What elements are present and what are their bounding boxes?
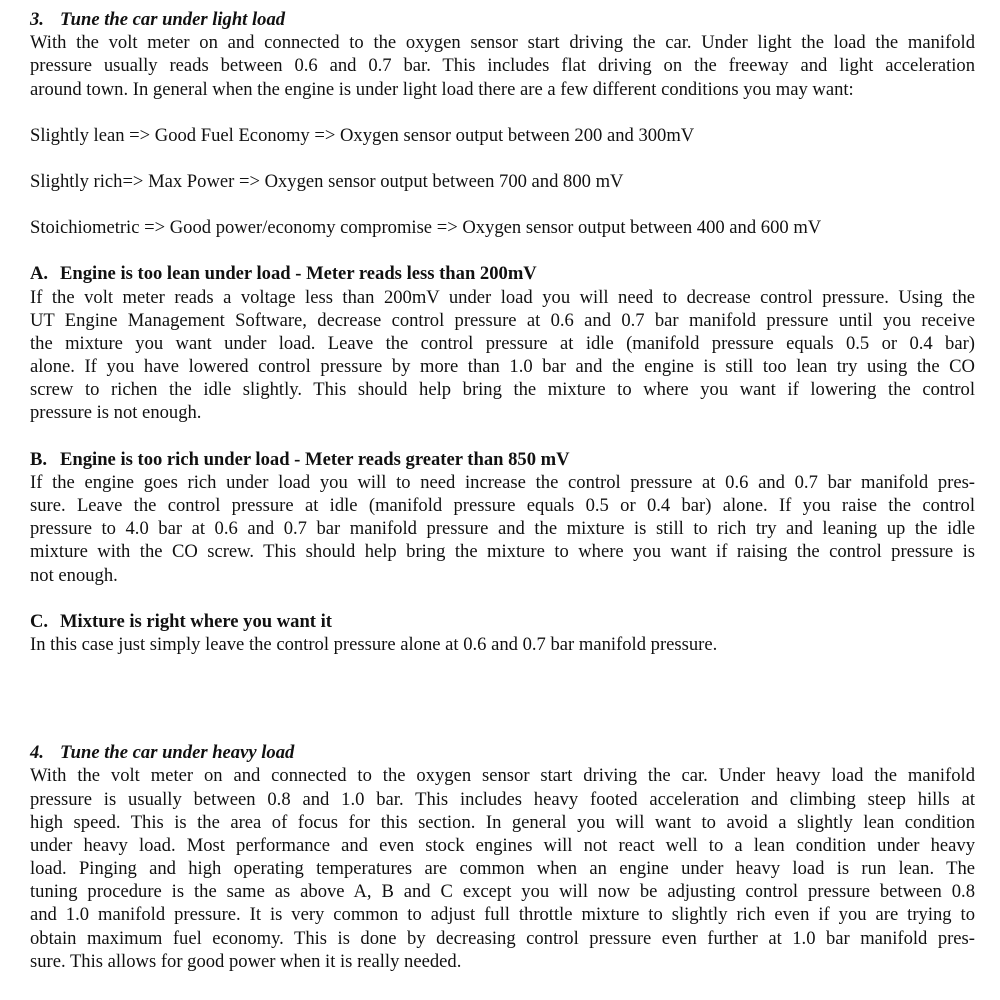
paragraph-line: pressure usually reads between 0.6 and 0.7 bar. This includes flat driving on the freeway and light acceleration (30, 55, 975, 77)
paragraph-line: mixture with the CO screw. This should help bring the mixture to where you want if raising the control pressure is (30, 541, 975, 563)
paragraph-line: In this case just simply leave the control pressure alone at 0.6 and 0.7 bar manifold pressure. (30, 633, 718, 655)
spacer (30, 193, 975, 216)
paragraph-line: tuning procedure is the same as above A, B and C except you will now be adjusting control pressure between 0.8 (30, 881, 975, 903)
subsection-b (30, 448, 975, 587)
paragraph-line: under heavy load. Most performance and even stock engines will not react well to a lean condition under heavy (30, 834, 975, 856)
paragraph-line: UT Engine Management Software, decrease control pressure at 0.6 and 0.7 bar manifold pressure until you receive (30, 309, 975, 331)
section-4-heading (30, 741, 975, 764)
paragraph-line: If the volt meter reads a voltage less than 200mV under load you will need to decrease control pressure. Using the (30, 286, 975, 308)
paragraph-line: With the volt meter on and connected to the oxygen sensor start driving the car. Under light the load the manifold (30, 32, 975, 54)
section-3-heading (30, 8, 975, 31)
subsection-b-letter: B. (30, 448, 48, 470)
subsection-b-heading (30, 448, 975, 471)
spacer (30, 101, 975, 124)
paragraph-line: pressure is not enough. (30, 402, 202, 424)
subsection-a-heading (30, 262, 975, 285)
paragraph-line: obtain maximum fuel economy. This is done by decreasing control pressure even further at 1.0 bar manifold pres- (30, 927, 975, 949)
subsection-c-title: Mixture is right where you want it (60, 610, 332, 632)
spacer (30, 656, 975, 741)
subsection-c (30, 610, 975, 656)
subsection-a-letter: A. (30, 263, 49, 285)
condition-lean: Slightly lean => Good Fuel Economy => Oxygen sensor output between 200 and 300mV (30, 124, 695, 146)
paragraph-line: load. Pinging and high operating temperatures are common when an engine under heavy load is run lean. The (30, 858, 975, 880)
paragraph-line: not enough. (30, 564, 118, 586)
subsection-c-heading (30, 610, 975, 633)
section-4-number: 4. (30, 742, 44, 764)
spacer (30, 147, 975, 170)
section-4-title: Tune the car under heavy load (60, 742, 295, 764)
paragraph-line: and 1.0 manifold pressure. It is very common to adjust full throttle mixture to slightly rich even if you are trying to (30, 904, 975, 926)
condition-stoichiometric: Stoichiometric => Good power/economy compromise => Oxygen sensor output between 400 and 600 mV (30, 217, 822, 239)
paragraph-line: With the volt meter on and connected to the oxygen sensor start driving the car. Under heavy load the manifold (30, 765, 975, 787)
condition-rich: Slightly rich=> Max Power => Oxygen sensor output between 700 and 800 mV (30, 170, 624, 192)
paragraph-line: the mixture you want under load. Leave the control pressure at idle (manifold pressure equals 0.5 or 0.4 bar) (30, 332, 975, 354)
spacer (30, 239, 975, 262)
paragraph-line: alone. If you have lowered control pressure by more than 1.0 bar and the engine is still too lean try using the CO (30, 356, 975, 378)
paragraph-line: pressure is usually between 0.8 and 1.0 bar. This includes heavy footed acceleration and climbing steep hills at (30, 788, 975, 810)
paragraph-line: pressure to 4.0 bar at 0.6 and 0.7 bar manifold pressure and the mixture is still to rich try and leaning up the idle (30, 518, 975, 540)
document-page (30, 8, 975, 973)
subsection-b-title: Engine is too rich under load - Meter reads greater than 850 mV (60, 448, 570, 470)
section-3-title: Tune the car under light load (60, 9, 286, 30)
spacer (30, 425, 975, 448)
section-4-body (30, 764, 975, 973)
paragraph-line: screw to richen the idle slightly. This should help bring the mixture to where you want if lowering the control (30, 379, 975, 401)
paragraph-line: high speed. This is the area of focus for this section. In general you will want to avoid a slightly lean condition (30, 811, 975, 833)
paragraph-line: sure. This allows for good power when it is really needed. (30, 950, 462, 972)
paragraph-line: If the engine goes rich under load you will to need increase the control pressure at 0.6 and 0.7 bar manifold pres- (30, 471, 975, 493)
subsection-a (30, 262, 975, 424)
spacer (30, 587, 975, 610)
section-3-intro (30, 31, 975, 101)
paragraph-line: sure. Leave the control pressure at idle (manifold pressure equals 0.5 or 0.4 bar) alone. If you raise the control (30, 495, 975, 516)
section-3-number: 3. (30, 9, 44, 30)
subsection-a-title: Engine is too lean under load - Meter reads less than 200mV (60, 263, 537, 285)
paragraph-line: around town. In general when the engine is under light load there are a few different conditions you may want: (30, 78, 854, 100)
subsection-c-letter: C. (30, 610, 49, 632)
